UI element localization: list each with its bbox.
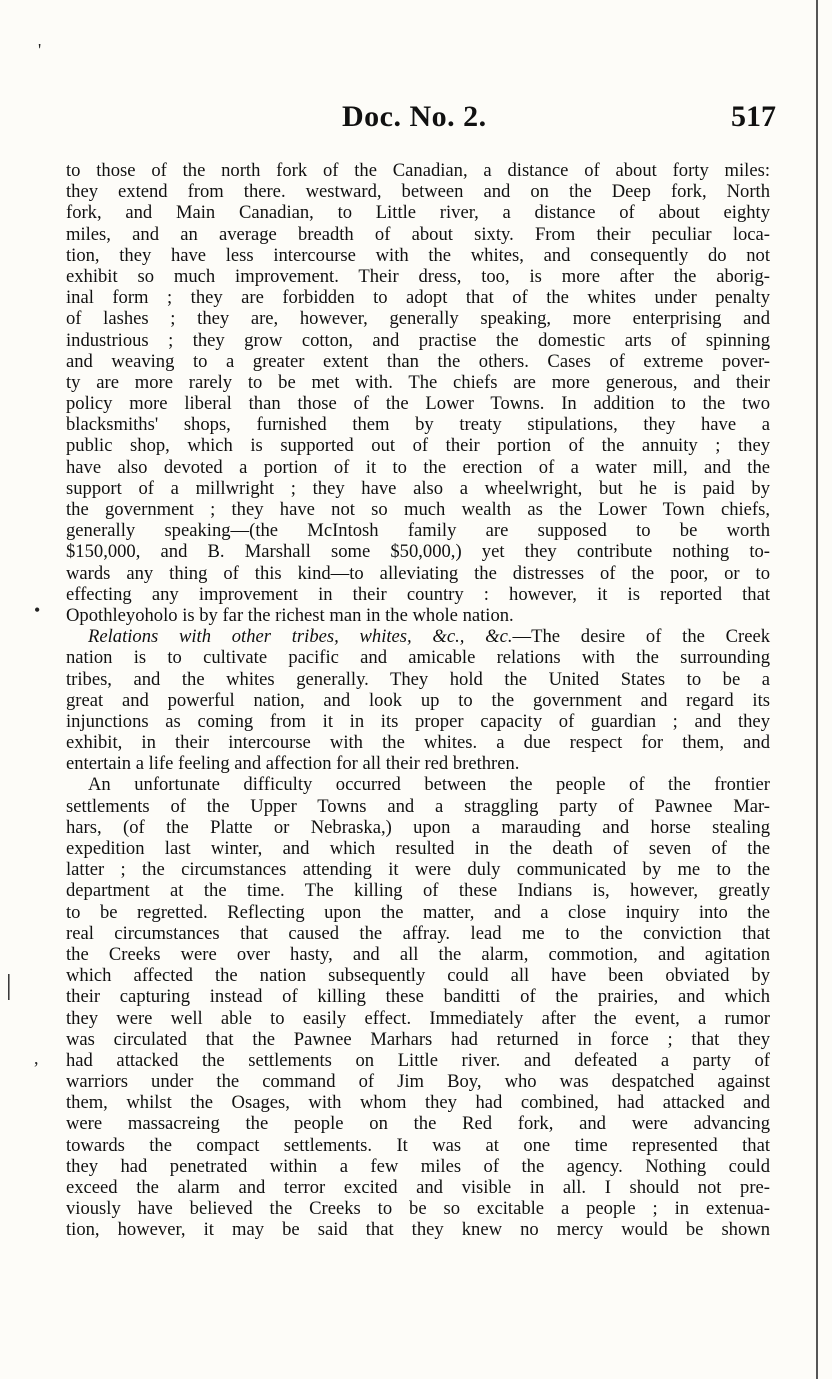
text-line: effecting any improvement in their country : however, it is reported that	[66, 583, 770, 605]
text-line: of lashes ; they are, however, generally speaking, more enterprising and	[66, 308, 770, 330]
text-line	[66, 626, 770, 647]
paragraph-relations	[66, 626, 770, 774]
text-line: viously have believed the Creeks to be so excitable a people ; in extenua-	[66, 1198, 770, 1220]
running-head: Doc. No. 2.	[342, 100, 487, 133]
text-line: nation is to cultivate pacific and amicable relations with the surrounding	[66, 647, 770, 669]
text-line: exceed the alarm and terror excited and visible in all. I should not pre-	[66, 1177, 770, 1198]
text-line: and weaving to a greater extent than the others. Cases of extreme pover-	[66, 350, 770, 372]
text-run: —The desire of the Creek	[512, 626, 771, 648]
text-line: An unfortunate difficulty occurred between the people of the frontier	[88, 774, 770, 796]
margin-mark: |	[6, 970, 12, 1001]
page-header	[66, 100, 776, 144]
text-line: to be regretted. Reflecting upon the matter, and a close inquiry into the	[66, 901, 770, 923]
text-line: $150,000, and B. Marshall some $50,000,) yet they contribute nothing to-	[66, 541, 770, 563]
margin-mark: '	[38, 40, 42, 60]
text-line: tion, they have less intercourse with the whites, and consequently do not	[66, 244, 770, 266]
body-text	[66, 160, 770, 1241]
text-line: they were well able to easily effect. Immediately after the event, a rumor	[66, 1007, 770, 1029]
text-line: ty are more rarely to be met with. The chiefs are more generous, and their	[66, 371, 770, 393]
text-line: them, whilst the Osages, with whom they had combined, had attacked and	[66, 1092, 770, 1114]
margin-mark: ,	[34, 1048, 39, 1068]
text-line: inal form ; they are forbidden to adopt that of the whites under penalty	[66, 287, 770, 309]
text-line: warriors under the command of Jim Boy, who was despatched against	[66, 1071, 770, 1093]
text-line: which affected the nation subsequently could all have been obviated by	[66, 965, 770, 987]
text-line: generally speaking—(the McIntosh family are supposed to be worth	[66, 520, 770, 542]
text-line: public shop, which is supported out of their portion of the annuity ; they	[66, 435, 770, 457]
text-line: expedition last winter, and which resulted in the death of seven of the	[66, 838, 770, 859]
text-line: department at the time. The killing of these Indians is, however, greatly	[66, 880, 770, 902]
text-line: blacksmiths' shops, furnished them by treaty stipulations, they have a	[66, 414, 770, 436]
text-line: exhibit so much improvement. Their dress, too, is more after the aborig-	[66, 265, 770, 287]
text-line: miles, and an average breadth of about sixty. From their peculiar loca-	[66, 223, 770, 245]
text-line: was circulated that the Pawnee Marhars had returned in force ; that they	[66, 1028, 770, 1050]
paragraph-difficulty	[66, 774, 770, 1240]
text-line: their capturing instead of killing these banditti of the prairies, and which	[66, 986, 770, 1008]
text-line: towards the compact settlements. It was at one time represented that	[66, 1134, 770, 1156]
text-line: injunctions as coming from it in its proper capacity of guardian ; and they	[66, 710, 770, 732]
page-edge	[816, 0, 818, 1379]
text-line: real circumstances that caused the affray. lead me to the conviction that	[66, 922, 770, 944]
text-line: latter ; the circumstances attending it were duly communicated by me to the	[66, 859, 770, 881]
text-line: fork, and Main Canadian, to Little river, a distance of about eighty	[66, 202, 770, 224]
text-line: policy more liberal than those of the Lower Towns. In addition to the two	[66, 393, 770, 415]
text-line: have also devoted a portion of it to the erection of a water mill, and the	[66, 456, 770, 478]
section-heading: Relations with other tribes, whites, &c., &c.	[88, 626, 513, 648]
text-line: the government ; they have not so much wealth as the Lower Town chiefs,	[66, 499, 770, 520]
text-line: great and powerful nation, and look up to the government and regard its	[66, 689, 770, 711]
text-line: to those of the north fork of the Canadian, a distance of about forty miles:	[66, 160, 770, 181]
margin-mark: •	[34, 600, 41, 620]
page-number: 517	[731, 100, 776, 133]
text-line: wards any thing of this kind—to alleviating the distresses of the poor, or to	[66, 562, 770, 584]
text-line: Opothleyoholo is by far the richest man in the whole nation.	[66, 604, 514, 626]
text-line: entertain a life feeling and affection for all their red brethren.	[66, 753, 520, 775]
text-line: had attacked the settlements on Little river. and defeated a party of	[66, 1049, 770, 1071]
text-line: settlements of the Upper Towns and a straggling party of Pawnee Mar-	[66, 795, 770, 817]
text-line: exhibit, in their intercourse with the whites. a due respect for them, and	[66, 732, 770, 754]
text-line: they had penetrated within a few miles of the agency. Nothing could	[66, 1155, 770, 1177]
text-line: were massacreing the people on the Red fork, and were advancing	[66, 1113, 770, 1135]
text-line: tribes, and the whites generally. They hold the United States to be a	[66, 668, 770, 690]
text-line: the Creeks were over hasty, and all the alarm, commotion, and agitation	[66, 943, 770, 965]
text-line: they extend from there. westward, between and on the Deep fork, North	[66, 181, 770, 203]
text-line: tion, however, it may be said that they knew no mercy would be shown	[66, 1219, 770, 1241]
text-line: hars, (of the Platte or Nebraska,) upon a marauding and horse stealing	[66, 816, 770, 838]
paragraph-continuation	[66, 160, 770, 626]
text-line: industrious ; they grow cotton, and practise the domestic arts of spinning	[66, 329, 770, 351]
text-line: support of a millwright ; they have also a wheelwright, but he is paid by	[66, 477, 770, 499]
